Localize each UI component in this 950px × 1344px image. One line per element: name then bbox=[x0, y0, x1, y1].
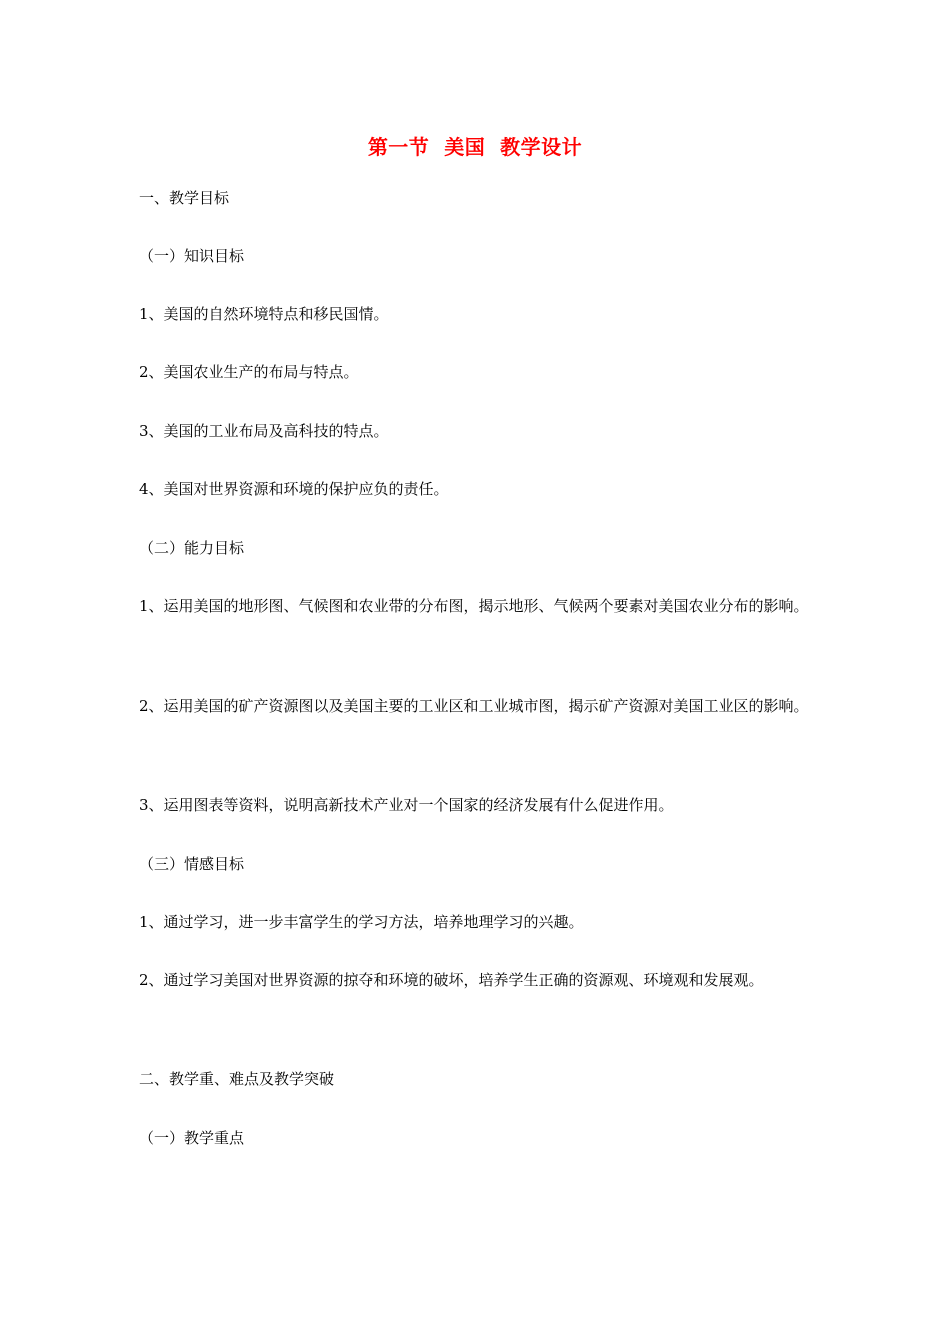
emotion-item-2: 2、通过学习美国对世界资源的掠夺和环境的破坏，培养学生正确的资源观、环境观和发展观。 bbox=[139, 971, 764, 989]
subheading-teaching-key-points: （一）教学重点 bbox=[139, 1129, 245, 1147]
document-title: 第一节 美国 教学设计 bbox=[367, 135, 583, 159]
subheading-ability-goals: （二）能力目标 bbox=[139, 539, 245, 557]
section-heading-teaching-goals: 一、教学目标 bbox=[139, 189, 230, 207]
emotion-item-1: 1、通过学习，进一步丰富学生的学习方法，培养地理学习的兴趣。 bbox=[139, 913, 584, 931]
knowledge-item-4: 4、美国对世界资源和环境的保护应负的责任。 bbox=[139, 480, 449, 498]
knowledge-item-1: 1、美国的自然环境特点和移民国情。 bbox=[139, 305, 389, 323]
ability-item-2: 2、运用美国的矿产资源图以及美国主要的工业区和工业城市图，揭示矿产资源对美国工业区的影响。 bbox=[139, 697, 809, 715]
knowledge-item-2: 2、美国农业生产的布局与特点。 bbox=[139, 363, 359, 381]
section-heading-key-difficult-points: 二、教学重、难点及教学突破 bbox=[139, 1070, 335, 1088]
ability-item-3: 3、运用图表等资料，说明高新技术产业对一个国家的经济发展有什么促进作用。 bbox=[139, 796, 674, 814]
subheading-knowledge-goals: （一）知识目标 bbox=[139, 247, 245, 265]
ability-item-1: 1、运用美国的地形图、气候图和农业带的分布图，揭示地形、气候两个要素对美国农业分布的影响。 bbox=[139, 597, 809, 615]
subheading-emotion-goals: （三）情感目标 bbox=[139, 855, 245, 873]
knowledge-item-3: 3、美国的工业布局及高科技的特点。 bbox=[139, 422, 389, 440]
